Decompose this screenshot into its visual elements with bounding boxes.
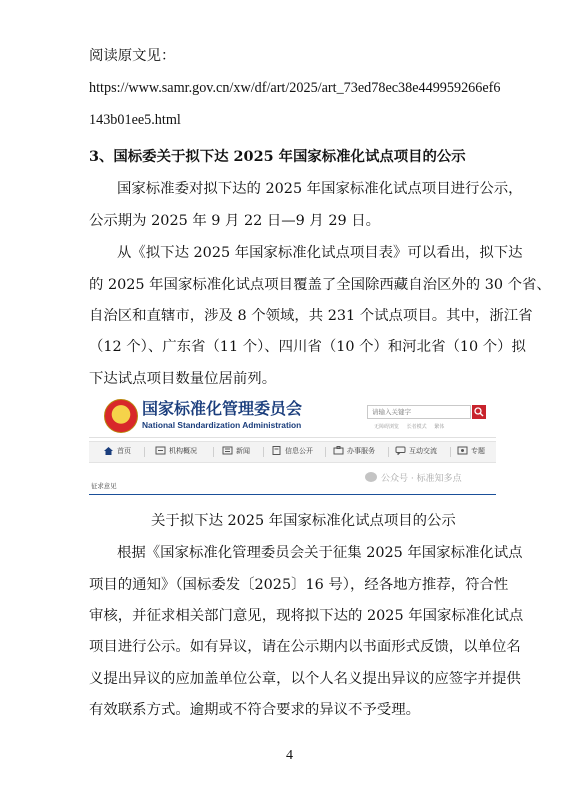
- notice-line: 审核，并征求相关部门意见，现将拟下达的 2025 年国家标准化试点: [89, 608, 524, 624]
- nav-label: 专题: [471, 447, 485, 455]
- notice-line: 义提出异议的应加盖单位公章，以个人名义提出异议的应签字并提供: [89, 671, 521, 687]
- nav-item-about[interactable]: [155, 446, 197, 457]
- watermark: [365, 471, 462, 484]
- nav-label: 信息公开: [285, 447, 313, 455]
- quick-link[interactable]: 长者模式: [406, 424, 427, 430]
- header-divider: [89, 437, 496, 438]
- watermark-text: 公众号 · 标准知多点: [381, 474, 462, 484]
- home-icon: [103, 446, 114, 455]
- nav-item-news[interactable]: [222, 446, 250, 457]
- nav-label: 新闻: [236, 447, 250, 455]
- paragraph-line: 公示期为 2025 年 9 月 22 日—9 月 29 日。: [89, 213, 381, 229]
- paragraph-line: （12 个）、广东省（11 个）、四川省（10 个）和河北省（10 个）拟: [89, 339, 526, 355]
- org-chart-icon: [155, 446, 166, 455]
- page-number: 4: [286, 748, 293, 763]
- nav-separator: [325, 447, 326, 457]
- nav-label: 互动交流: [409, 447, 437, 455]
- paragraph-line: 的 2025 年国家标准化试点项目覆盖了全国除西藏自治区外的 30 个省、: [89, 277, 551, 293]
- breadcrumb[interactable]: 征求意见: [91, 482, 117, 490]
- nav-item-services[interactable]: [333, 446, 375, 457]
- nav-label: 首页: [117, 447, 131, 455]
- notice-line: 有效联系方式。逾期或不符合要求的异议不予受理。: [89, 702, 420, 718]
- nav-separator: [144, 447, 145, 457]
- news-icon: [222, 446, 233, 455]
- quick-link[interactable]: 无障碍浏览: [374, 424, 400, 430]
- notice-title: 关于拟下达 2025 年国家标准化试点项目的公示: [151, 513, 456, 529]
- org-name-cn: 国家标准化管理委员会: [142, 399, 303, 418]
- paragraph-line: 从《拟下达 2025 年国家标准化试点项目表》可以看出，拟下达: [117, 245, 523, 261]
- source-url-part-2[interactable]: 143b01ee5.html: [89, 112, 181, 128]
- quick-links: [374, 423, 450, 430]
- search-input[interactable]: [367, 405, 471, 419]
- notice-line: 项目进行公示。如有异议，请在公示期内以书面形式反馈，以单位名: [89, 639, 521, 655]
- topics-icon: [457, 446, 468, 455]
- paragraph-line: 国家标准委对拟下达的 2025 年国家标准化试点项目进行公示，: [117, 181, 523, 197]
- nav-item-interaction[interactable]: [395, 446, 437, 457]
- search-icon: [474, 407, 484, 417]
- nav-label: 机构概况: [169, 447, 197, 455]
- section-heading: 3、国标委关于拟下达 2025 年国家标准化试点项目的公示: [89, 148, 466, 165]
- nav-separator: [263, 447, 264, 457]
- service-icon: [333, 446, 344, 455]
- main-nav: [89, 441, 496, 463]
- quick-link[interactable]: 繁体: [434, 424, 445, 430]
- nav-item-topics[interactable]: [457, 446, 485, 457]
- wechat-icon: [365, 472, 377, 482]
- breadcrumb-underline: [89, 494, 496, 495]
- chat-icon: [395, 446, 406, 455]
- reading-label: 阅读原文见：: [89, 48, 176, 64]
- paragraph-line: 下达试点项目数量位居前列。: [89, 371, 277, 387]
- nav-separator: [388, 447, 389, 457]
- nav-item-home[interactable]: [103, 446, 131, 457]
- source-url-part-1[interactable]: https://www.samr.gov.cn/xw/df/art/2025/art_73ed78ec38e449959266ef6: [89, 80, 501, 96]
- website-screenshot: [89, 391, 496, 497]
- document-icon: [271, 446, 282, 455]
- notice-line: 根据《国家标准化管理委员会关于征集 2025 年国家标准化试点: [117, 545, 523, 561]
- nav-separator: [450, 447, 451, 457]
- search-button[interactable]: [472, 405, 486, 419]
- paragraph-line: 自治区和直辖市，涉及 8 个领域，共 231 个试点项目。其中，浙江省: [89, 308, 533, 324]
- org-name-en: National Standardization Administration: [142, 420, 302, 430]
- notice-line: 项目的通知》（国标委发〔2025〕16 号），经各地方推荐，符合性: [89, 577, 509, 593]
- nav-separator: [213, 447, 214, 457]
- nav-item-disclosure[interactable]: [271, 446, 313, 457]
- national-emblem-icon: [104, 399, 138, 433]
- nav-label: 办事服务: [347, 447, 375, 455]
